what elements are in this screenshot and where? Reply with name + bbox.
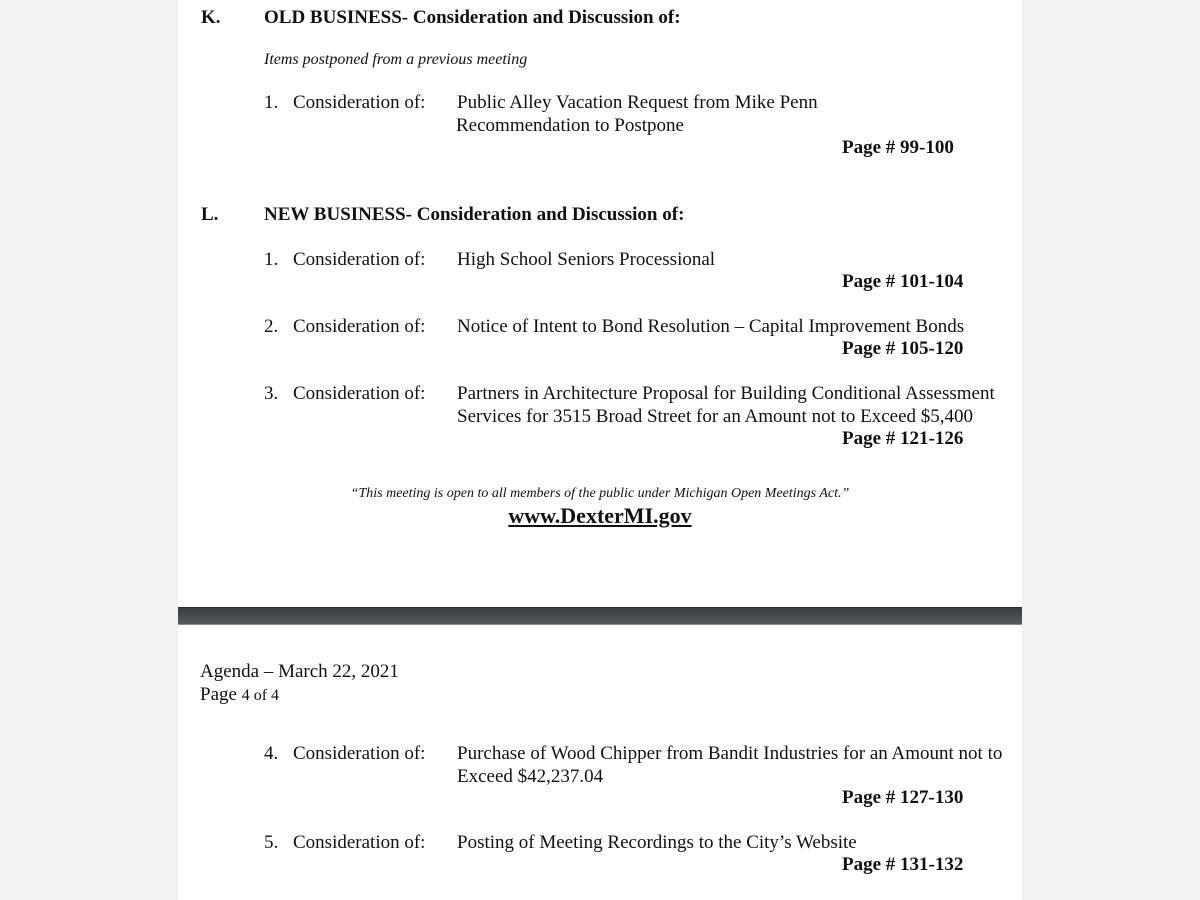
open-meetings-notice: “This meeting is open to all members of the public under Michigan Open Meetings Act.” — [350, 486, 850, 501]
item-label: Consideration of: — [293, 249, 426, 270]
page-separator — [178, 607, 1022, 625]
agenda-date-header: Agenda – March 22, 2021 — [200, 661, 399, 682]
item-description-line2: Recommendation to Postpone — [456, 115, 684, 136]
item-page-ref: Page # 105-120 — [842, 338, 964, 359]
item-page-ref: Page # 101-104 — [842, 271, 964, 292]
item-number: 1. — [264, 249, 279, 270]
item-label: Consideration of: — [293, 92, 426, 113]
section-heading: NEW BUSINESS- Consideration and Discussion of: — [264, 204, 685, 225]
section-letter: L. — [201, 204, 219, 225]
section-heading: OLD BUSINESS- Consideration and Discussion of: — [264, 7, 681, 28]
item-description: High School Seniors Processional — [457, 249, 716, 270]
website-link[interactable]: www.DexterMI.gov — [508, 503, 692, 528]
item-description: Public Alley Vacation Request from Mike Penn — [457, 92, 818, 113]
item-page-ref: Page # 121-126 — [842, 428, 964, 449]
item-number: 3. — [264, 383, 279, 404]
item-description: Posting of Meeting Recordings to the City’s Website — [457, 832, 857, 853]
item-label: Consideration of: — [293, 832, 426, 853]
item-page-ref: Page # 99-100 — [842, 137, 954, 158]
page-word: Page — [200, 684, 237, 705]
section-note: Items postponed from a previous meeting — [264, 51, 528, 68]
item-label: Consideration of: — [293, 316, 426, 337]
page-of: 4 of 4 — [241, 687, 280, 704]
section-letter: K. — [201, 7, 221, 28]
item-page-ref: Page # 127-130 — [842, 787, 964, 808]
item-number: 1. — [264, 92, 279, 113]
item-number: 5. — [264, 832, 279, 853]
item-page-ref: Page # 131-132 — [842, 854, 964, 875]
item-label: Consideration of: — [293, 383, 426, 404]
item-label: Consideration of: — [293, 743, 426, 764]
item-description: Partners in Architecture Proposal for Building Conditional Assessment Services for 3515 Broad Street for an Amount not to Exceed $5,400 — [457, 383, 995, 427]
item-number: 4. — [264, 743, 279, 764]
item-description: Notice of Intent to Bond Resolution – Capital Improvement Bonds — [457, 316, 965, 337]
page-number — [200, 684, 279, 706]
item-number: 2. — [264, 316, 279, 337]
item-description: Purchase of Wood Chipper from Bandit Industries for an Amount not to Exceed $42,237.04 — [457, 743, 1003, 787]
